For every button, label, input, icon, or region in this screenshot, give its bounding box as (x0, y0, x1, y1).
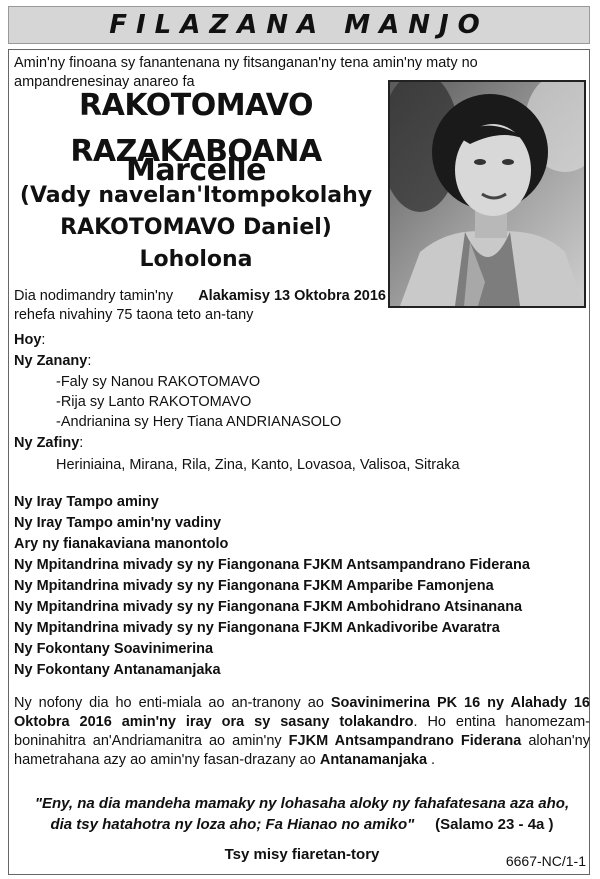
children-label: Ny Zanany: (14, 353, 92, 369)
closing-line: Tsy misy fiaretan-tory (224, 846, 380, 863)
deceased-name-line2: RAZAKABOANA Marcelle (70, 134, 322, 188)
family-item: Ny Mpitandrina mivady sy ny Fiangonana FJKM Ankadivoribe Avaratra (14, 620, 500, 636)
funeral-details: Ny nofony dia ho enti-miala ao an-tranony ao Soavinimerina PK 16 ny Alahady 16 Oktobra 2016 amin'ny iray ora sy sasany tolakandro. Ho entina hanomezam-boninahitra an'Andriamanitra ao amin'ny FJKM Antsampandrano Fiderana alohan'ny hametrahana azy ao amin'ny fasan-drazany ao Antanamanjaka . (14, 695, 590, 768)
family-item: Ny Iray Tampo aminy (14, 494, 159, 510)
grandchildren-names: Heriniaina, Mirana, Rila, Zina, Kanto, Lovasoa, Valisoa, Sitraka (56, 457, 460, 473)
title-line: Loholona (139, 247, 253, 272)
family-item: Ny Mpitandrina mivady sy ny Fiangonana FJKM Ambohidrano Atsinanana (14, 599, 523, 615)
spouse-line1: (Vady navelan'Itompokolahy (19, 183, 373, 208)
quote-line2: dia tsy hatahotra ny loza aho; Fa Hianao no amiko" (Salamo 23 - 4a ) (50, 816, 554, 833)
notice-title: FILAZANA MANJO (109, 10, 489, 40)
family-item: Ny Fokontany Soavinimerina (14, 641, 214, 657)
notice-header (8, 6, 590, 44)
hoy-label: Hoy: (14, 332, 46, 348)
child-item: -Faly sy Nanou RAKOTOMAVO (56, 374, 261, 390)
family-item: Ny Iray Tampo amin'ny vadiny (14, 515, 222, 531)
grandchildren-label: Ny Zafiny: (14, 435, 84, 451)
spouse-line2: RAKOTOMAVO Daniel) (60, 215, 332, 240)
reference-code: 6667-NC/1-1 (505, 853, 586, 869)
child-item: -Rija sy Lanto RAKOTOMAVO (56, 394, 252, 410)
quote-reference: (Salamo 23 - 4a ) (435, 816, 554, 833)
family-item: Ary ny fianakaviana manontolo (14, 536, 229, 552)
family-item: Ny Fokontany Antanamanjaka (14, 662, 221, 678)
child-item: -Andrianina sy Hery Tiana ANDRIANASOLO (56, 414, 342, 430)
death-date: Alakamisy 13 Oktobra 2016 (198, 288, 386, 304)
death-date-line (14, 287, 386, 306)
age-line: rehefa nivahiny 75 taona teto an-tany (14, 307, 254, 323)
deceased-name-line1: RAKOTOMAVO (79, 88, 313, 123)
family-item: Ny Mpitandrina mivady sy ny Fiangonana FJKM Antsampandrano Fiderana (14, 557, 530, 573)
family-item: Ny Mpitandrina mivady sy ny Fiangonana FJKM Amparibe Famonjena (14, 578, 494, 594)
death-date-prefix: Dia nodimandry tamin'ny (14, 288, 174, 304)
portrait-photo (388, 80, 586, 308)
bible-quote (14, 793, 590, 835)
intro-text: Amin'ny finoana sy fanantenana ny fitsanganan'ny tena amin'ny maty no ampandrenesinay anareo fa (14, 55, 478, 90)
quote-line1: "Eny, na dia mandeha mamaky ny lohasaha aloky ny fahafatesana aza aho, (34, 795, 570, 812)
